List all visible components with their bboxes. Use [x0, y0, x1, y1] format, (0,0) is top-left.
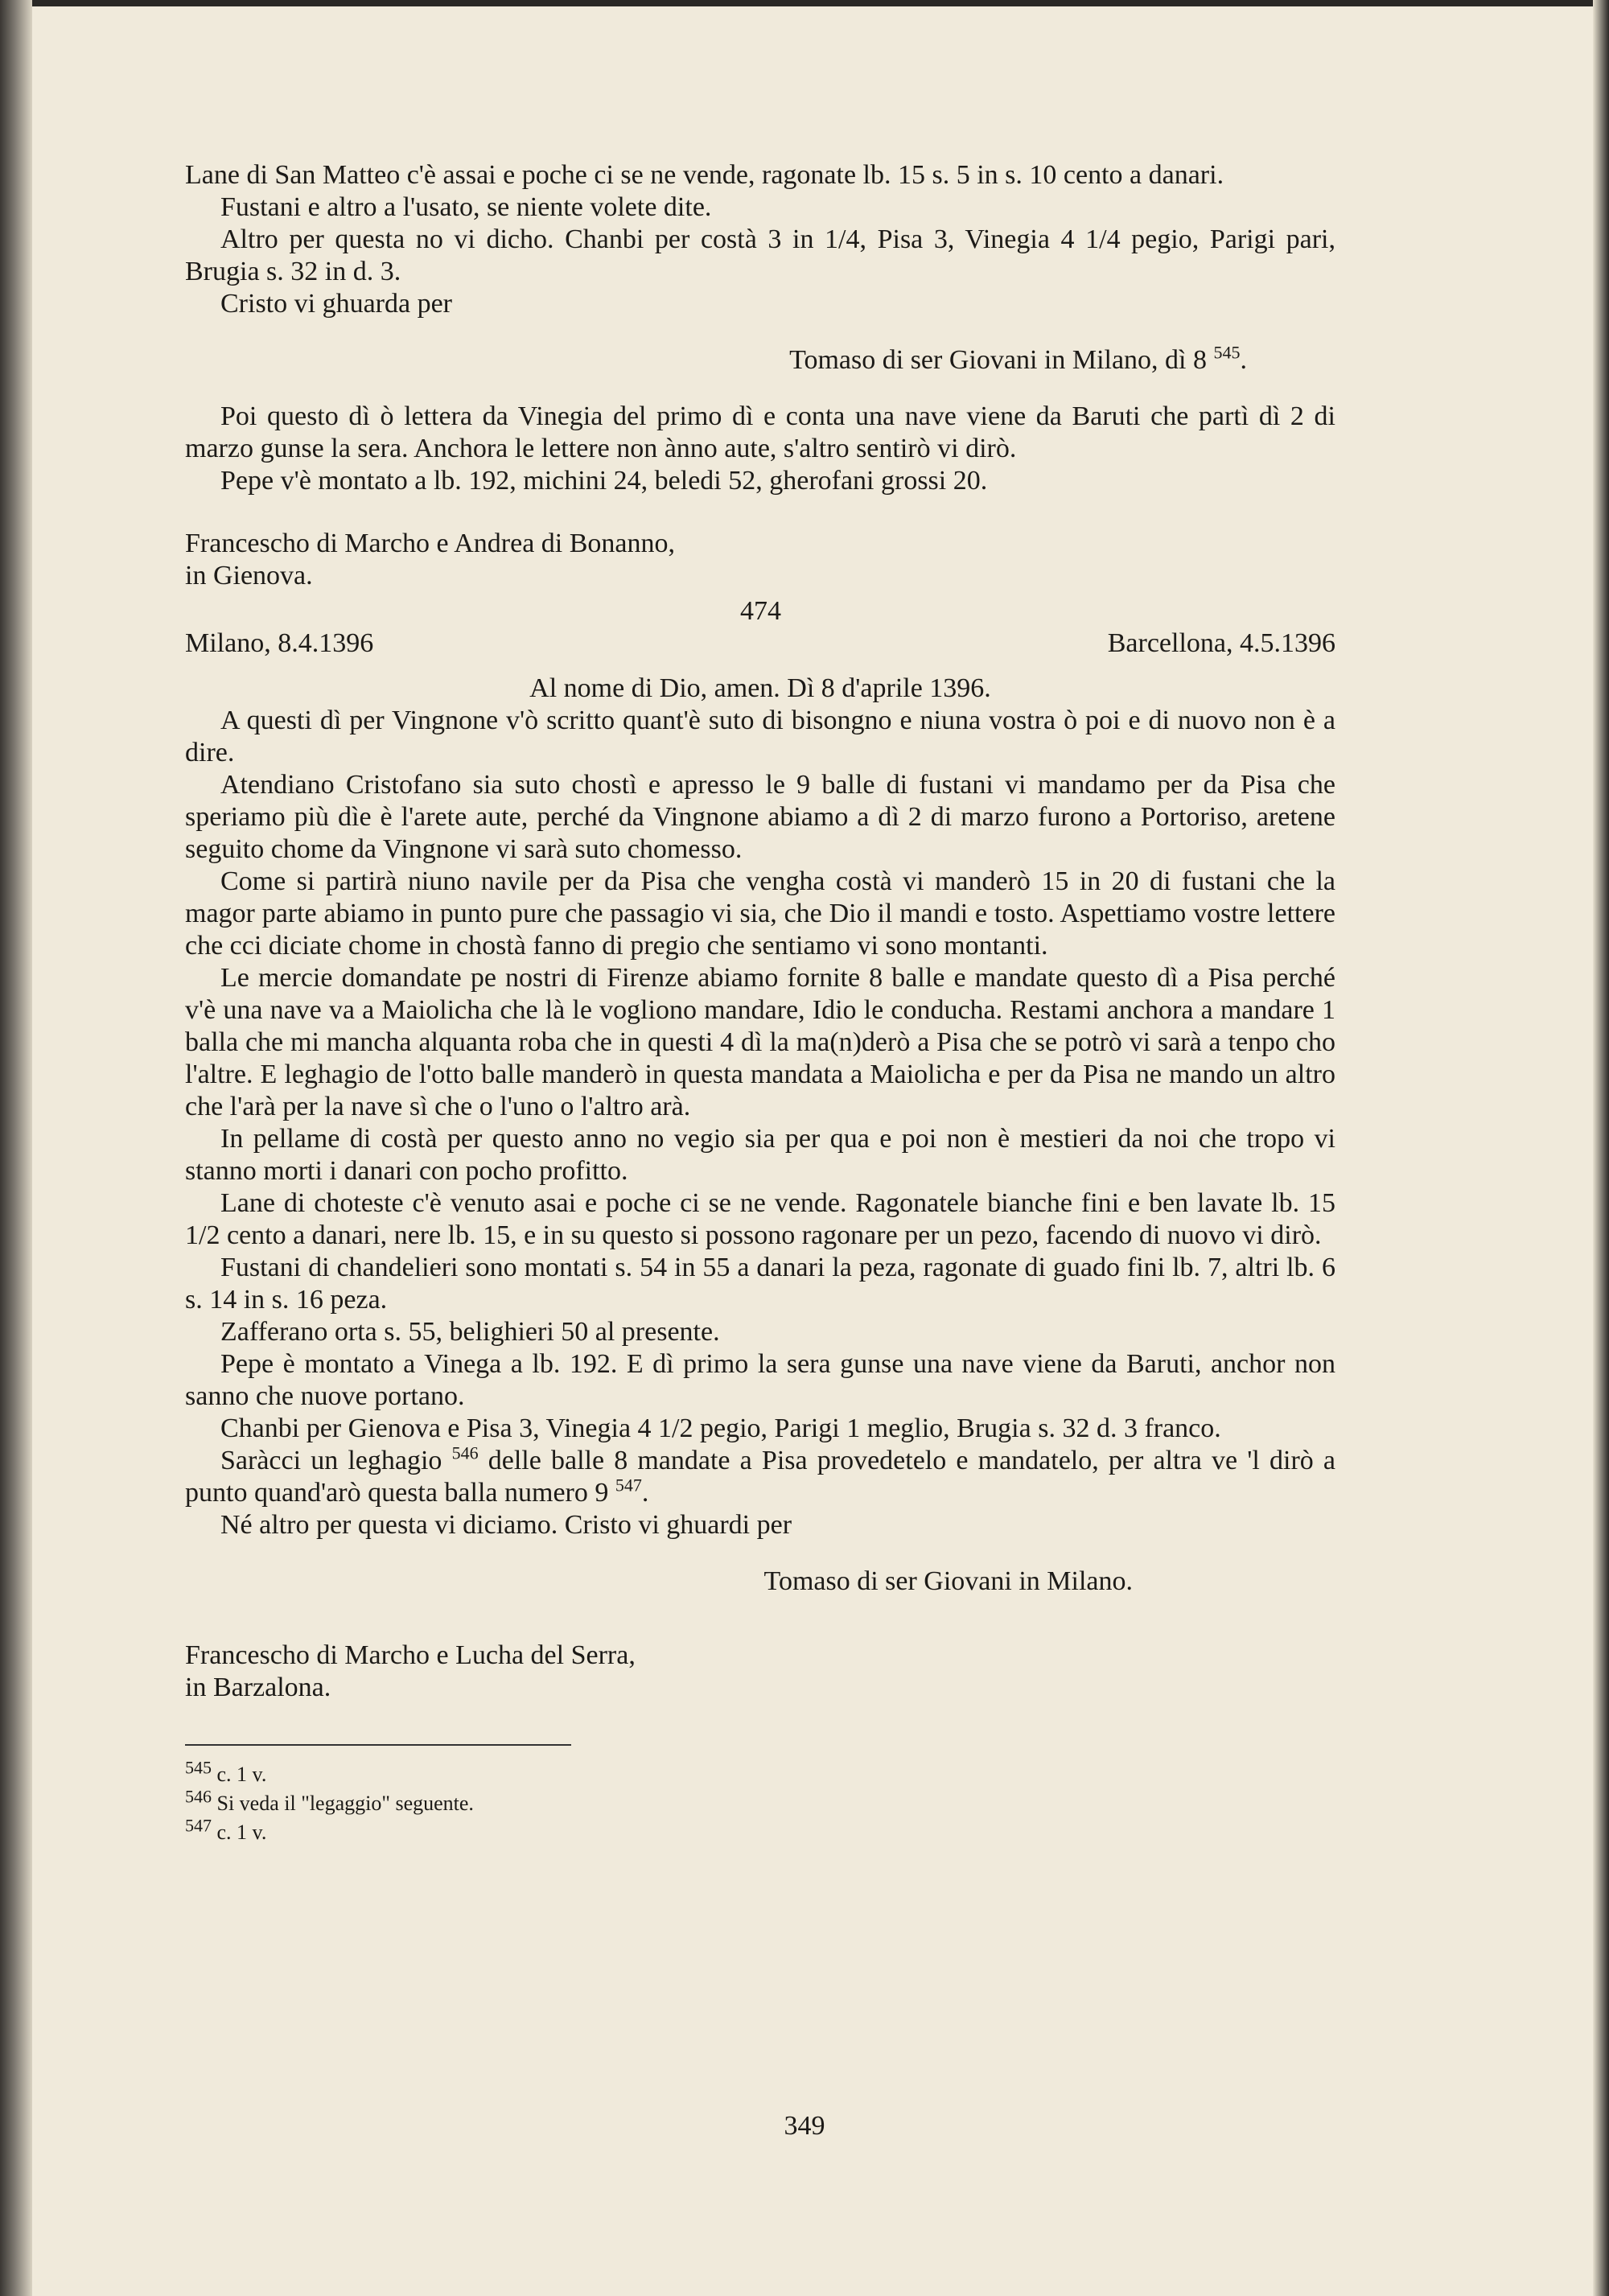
page-body: [185, 159, 1335, 1847]
paragraph: A questi dì per Vingnone v'ò scritto quant'è suto di bisongno e niuna vostra ò poi e di nuovo non è a dire.: [185, 706, 1335, 767]
letter-number: 474: [740, 596, 781, 626]
paragraph: Pepe è montato a Vinega a lb. 192. E dì primo la sera gunse una nave viene da Baruti, anchor non sanno che nuove portano.: [185, 1349, 1335, 1411]
postscript: Poi questo dì ò lettera da Vinegia del primo dì e conta una nave viene da Baruti che partì dì 2 di marzo gunse la sera. Anchora le lettere non ànno aute, s'altro sentirò vi dirò.: [185, 401, 1335, 463]
paragraph: Altro per questa no vi dicho. Chanbi per costà 3 in 1/4, Pisa 3, Vinegia 4 1/4 pegio, Parigi pari, Brugia s. 32 in d. 3.: [185, 224, 1335, 286]
paragraph: Le mercie domandate pe nostri di Firenze abiamo fornite 8 balle e mandate questo dì a Pisa perché v'è una nave va a Maiolicha che là le vogliono mandare, Idio le conducha. Restami anchora a mandare 1 balla che mi mancha alquanta roba che in questi 4 dì la ma(n)derò a Pisa che se potrò vi sarà a tenpo cho l'altre. E leghagio de l'otto balle manderò in questa mandata a Maiolicha e per da Pisa ne mando un altro che l'arà per la nave sì che o l'uno o l'altro arà.: [185, 963, 1335, 1121]
page-number: 349: [784, 2111, 825, 2141]
address-line: in Barzalona.: [185, 1673, 331, 1702]
postscript: Pepe v'è montato a lb. 192, michini 24, beledi 52, gherofani grossi 20.: [220, 466, 988, 496]
footnote: $^{547}$ c. 1 v.: [185, 1815, 267, 1844]
letter-dates: [185, 627, 1335, 660]
footnote: $^{546}$ Si veda il "legaggio" seguente.: [185, 1786, 474, 1815]
paragraph: Chanbi per Gienova e Pisa 3, Vinegia 4 1/2 pegio, Parigi 1 meglio, Brugia s. 32 d. 3 franco.: [220, 1413, 1221, 1443]
address-line: in Gienova.: [185, 561, 313, 590]
footnote-ref: 546: [451, 1442, 479, 1463]
signature: Tomaso di ser Giovani in Milano.: [763, 1566, 1133, 1596]
paragraph: Come si partirà niuno navile per da Pisa che vengha costà vi manderò 15 in 20 di fustani che la magor parte abiamo in punto pure che passagio vi sia, che Dio il mandi e tosto. Aspettiamo vostre lettere che cci diciate chome in chostà fanno di pregio che sentiamo vi sono montanti.: [185, 866, 1335, 961]
date-received: Barcellona, 4.5.1396: [1107, 628, 1335, 658]
letter-number-row: [185, 592, 1335, 627]
address-line: Francescho di Marcho e Andrea di Bonanno,: [185, 529, 675, 558]
paragraph: In pellame di costà per questo anno no vegio sia per qua e poi non è mestieri da noi che tropo vi stanno morti i danari con pocho profitto.: [185, 1124, 1335, 1186]
paragraph: Lane di San Matteo c'è assai e poche ci se ne vende, ragonate lb. 15 s. 5 in s. 10 cento a danari.: [185, 160, 1224, 190]
page-right-edge: [1593, 0, 1609, 2296]
footnote-ref: 545: [1213, 342, 1241, 363]
footnote: $^{545}$ c. 1 v.: [185, 1757, 267, 1786]
paragraph: Fustani di chandelieri sono montati s. 54 in 55 a danari la peza, ragonate di guado fini lb. 7, altri lb. 6 s. 14 in s. 16 peza.: [185, 1253, 1335, 1315]
date-sent: Milano, 8.4.1396: [185, 628, 374, 658]
signature: Tomaso di ser Giovani in Milano, dì 8 $^{545}$.: [789, 342, 1247, 375]
footnote-rule: [185, 1744, 571, 1746]
paragraph: Zafferano orta s. 55, belighieri 50 al presente.: [220, 1317, 720, 1347]
paragraph: Lane di choteste c'è venuto asai e poche ci se ne vende. Ragonatele bianche fini e ben lavate lb. 15 1/2 cento a danari, nere lb. 15, e in su questo si possono ragonare per un pezo, facendo di nuovo vi dirò.: [185, 1188, 1335, 1250]
book-binding-shadow: [0, 0, 32, 2296]
closing: Né altro per questa vi diciamo. Cristo vi ghuardi per: [220, 1510, 792, 1540]
address-line: Francescho di Marcho e Lucha del Serra,: [185, 1640, 636, 1670]
page-top-edge: [0, 0, 1609, 6]
paragraph: Cristo vi ghuarda per: [220, 289, 452, 319]
paragraph-with-notes: Saràcci un leghagio $^{546}$ delle balle 8 mandate a Pisa provedetelo e mandatelo, per altra ve 'l dirò a punto quand'arò questa balla numero 9 $^{547}$.: [185, 1442, 1336, 1508]
paragraph: Atendiano Cristofano sia suto chostì e apresso le 9 balle di fustani vi mandamo per da Pisa che speriamo più dìe è l'arete aute, perché da Vingnone abiamo a dì 2 di marzo furono a Portoriso, aretene seguito chome da Vingnone vi sarà suto chomesso.: [185, 770, 1335, 864]
paragraph: Fustani e altro a l'usato, se niente volete dite.: [220, 192, 712, 222]
footnote-ref: 547: [615, 1475, 642, 1496]
letter-opening: Al nome di Dio, amen. Dì 8 d'aprile 1396.: [529, 673, 991, 703]
